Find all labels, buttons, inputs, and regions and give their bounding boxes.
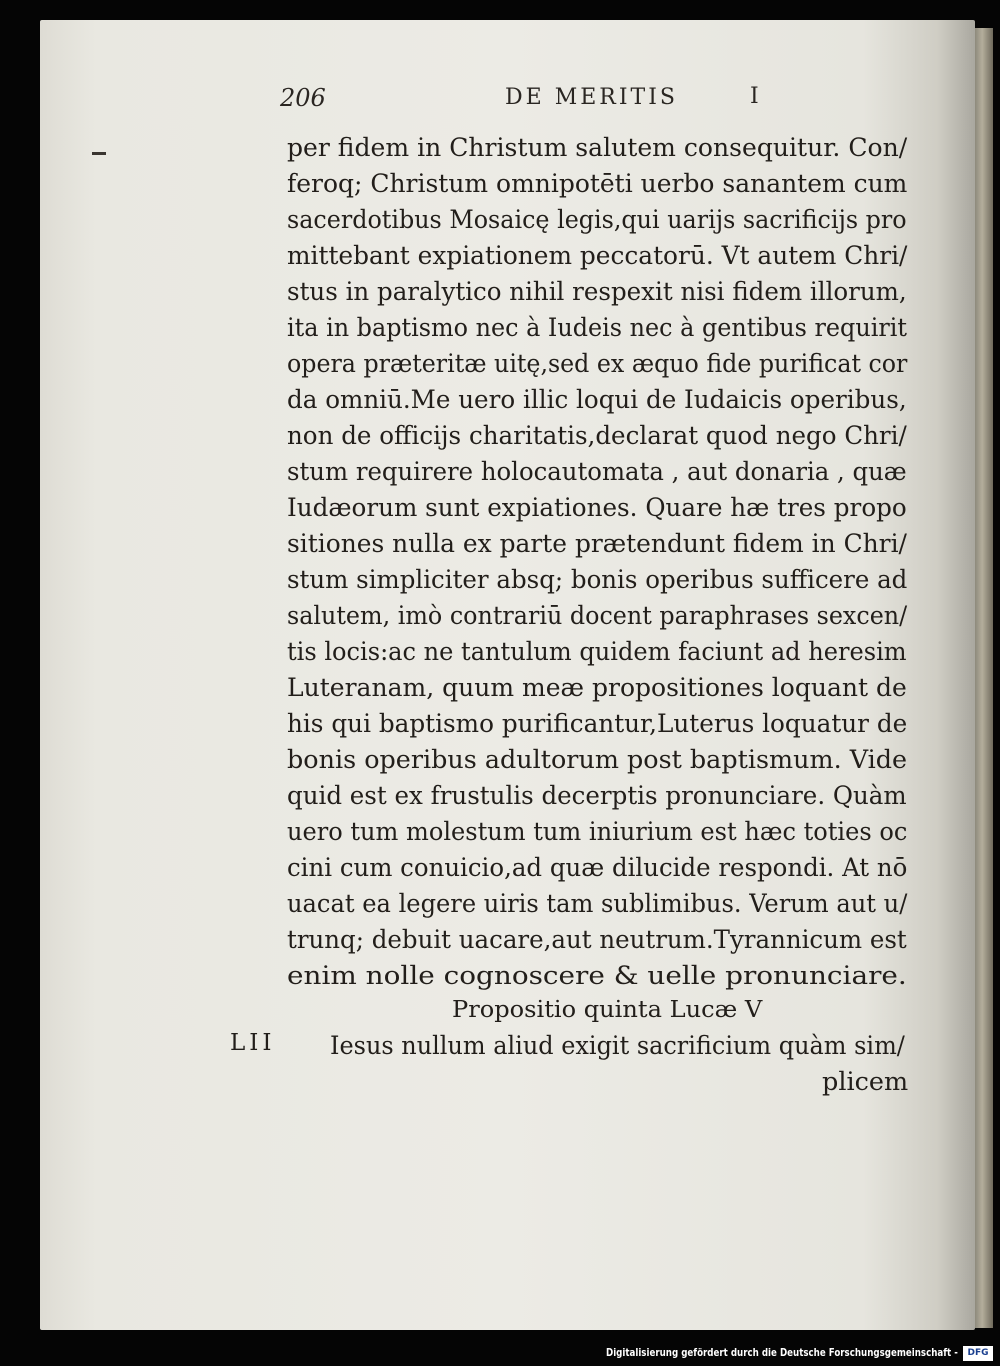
- text-line: mittebant expiationem peccatorū. Vt autem Chri/: [287, 241, 908, 271]
- text-line: Luteranam, quum meæ propositiones loquant de: [287, 673, 907, 703]
- book-page-edge: [975, 28, 993, 1328]
- running-head-mark: I: [750, 84, 759, 109]
- running-head: [280, 84, 800, 114]
- digitization-credit: Digitalisierung gefördert durch die Deutsche Forschungsgemeinschaft -: [606, 1347, 958, 1359]
- text-line: sacerdotibus Mosaicę legis,qui uarijs sacrificijs pro: [287, 205, 907, 235]
- margin-number: LII: [230, 1030, 276, 1056]
- text-line: cini cum conuicio,ad quæ dilucide respondi. At nō: [287, 853, 908, 883]
- text-line: feroq; Christum omnipotēti uerbo sanantem cum: [287, 169, 908, 199]
- text-line: ita in baptismo nec à Iudeis nec à gentibus requirit: [287, 313, 908, 343]
- page-number: 206: [280, 84, 326, 112]
- text-line: stus in paralytico nihil respexit nisi fidem illorum,: [287, 277, 907, 307]
- running-title: DE MERITIS: [505, 85, 678, 110]
- text-line: enim nolle cognoscere & uelle pronunciare.: [287, 961, 907, 991]
- text-line: da omniū.Me uero illic loqui de Iudaicis operibus,: [287, 385, 907, 415]
- text-line: his qui baptismo purificantur,Luterus loquatur de: [287, 709, 908, 739]
- text-line: quid est ex frustulis decerptis pronunciare. Quàm: [287, 781, 907, 811]
- text-line: stum simpliciter absq; bonis operibus sufficere ad: [287, 565, 908, 595]
- text-line: trunq; debuit uacare,aut neutrum.Tyrannicum est: [287, 925, 907, 955]
- text-line: tis locis:ac ne tantulum quidem faciunt ad heresim: [287, 637, 907, 667]
- section-heading: Propositio quinta Lucæ V: [452, 997, 763, 1023]
- text-line: non de officijs charitatis,declarat quod nego Chri/: [287, 421, 907, 451]
- text-line: Iudæorum sunt expiationes. Quare hæ tres propo: [287, 493, 907, 523]
- text-line: per fidem in Christum salutem consequitur. Con/: [287, 133, 908, 163]
- text-line: sitiones nulla ex parte prætendunt fidem in Chri/: [287, 529, 907, 559]
- text-line: salutem, imò contrariū docent paraphrases sexcen/: [287, 601, 908, 631]
- text-line: bonis operibus adultorum post baptismum. Vide: [287, 745, 908, 775]
- text-line: opera præteritæ uitę,sed ex æquo fide purificat cor: [287, 349, 908, 379]
- catchword: plicem: [822, 1067, 909, 1097]
- dfg-logo: DFG: [963, 1346, 993, 1361]
- text-line: uacat ea legere uiris tam sublimibus. Verum aut u/: [287, 889, 908, 919]
- proposition-line: Iesus nullum aliud exigit sacrificium quàm sim/: [330, 1031, 905, 1061]
- text-line: uero tum molestum tum iniurium est hæc toties oc: [287, 817, 908, 847]
- margin-mark: [92, 152, 106, 155]
- text-line: stum requirere holocautomata , aut donaria , quæ: [287, 457, 907, 487]
